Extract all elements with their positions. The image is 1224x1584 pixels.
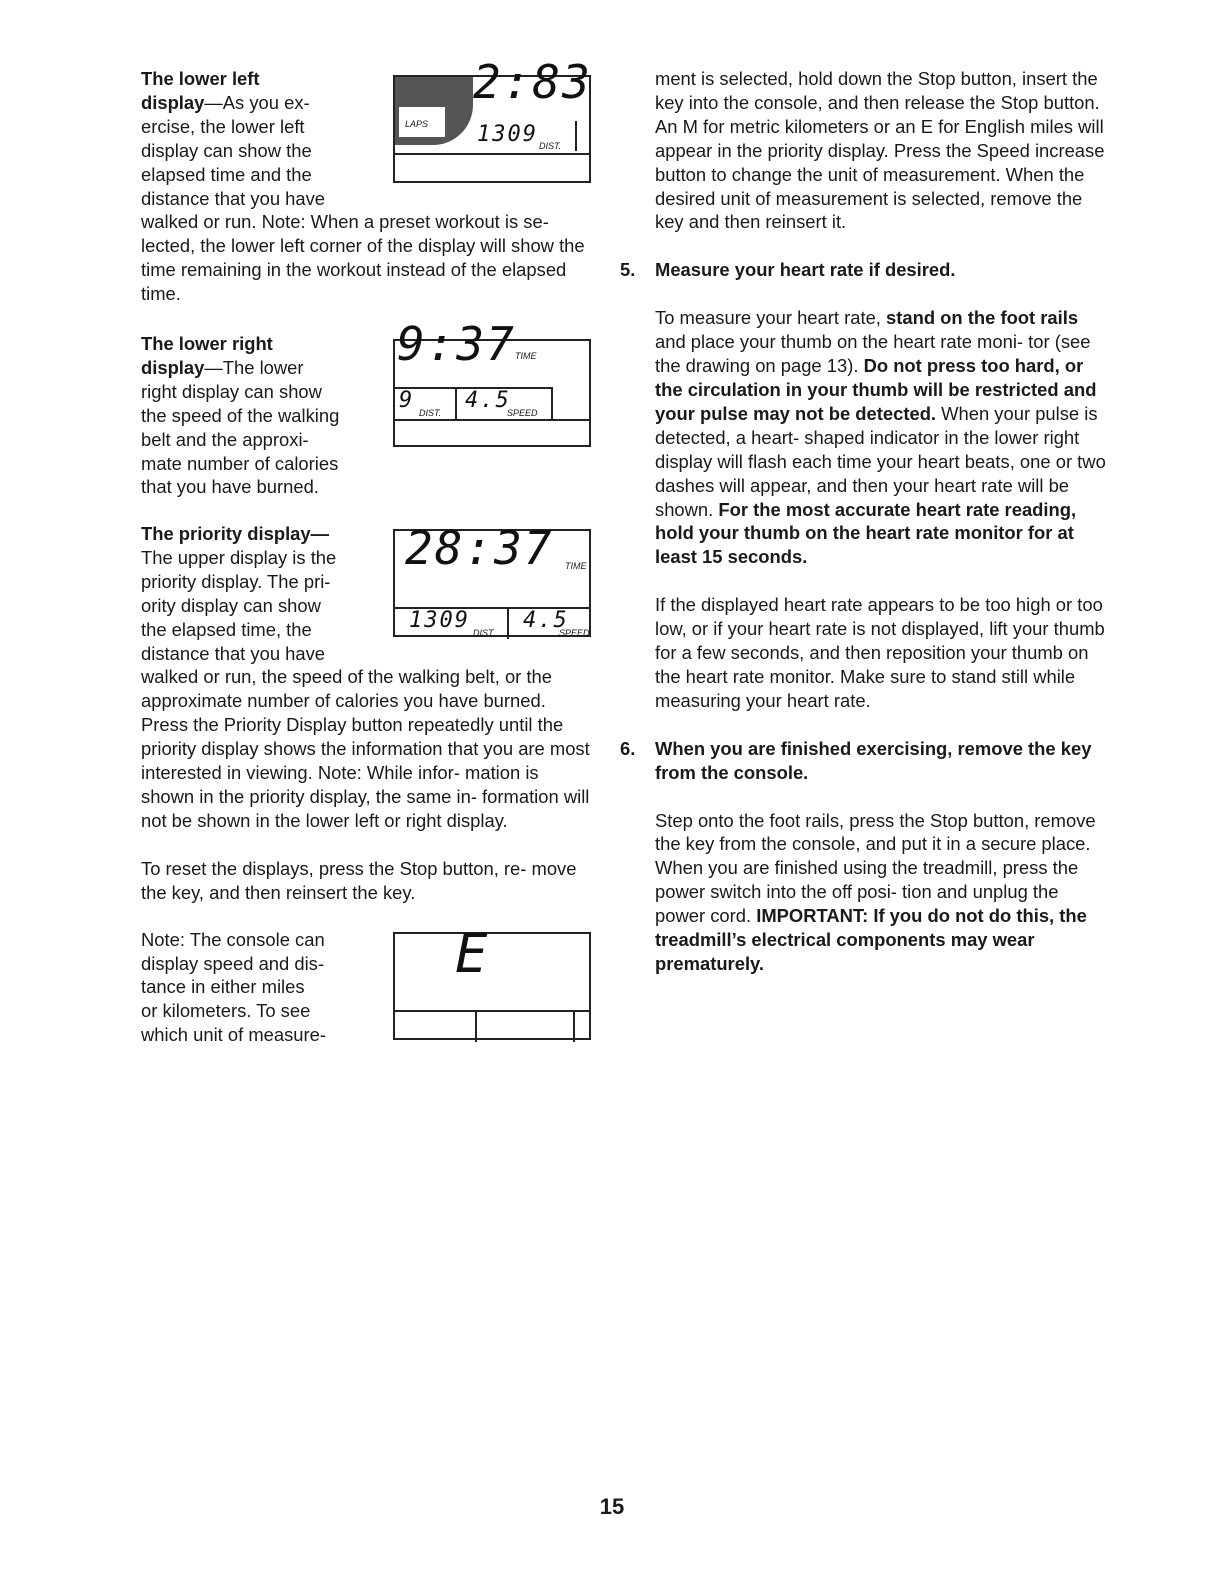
lcd-dist-digits: 9 bbox=[399, 388, 415, 413]
note-line-2: display speed and dis- bbox=[141, 952, 324, 974]
lcd-speed-digits: 4.5 bbox=[523, 608, 569, 633]
priority-rest: walked or run, the speed of the walking belt, or the approximate number of calories you have burned. Press the Priority Display button repeatedly until the priority display shows the information that you are most interested in viewing. Note: While infor- mation is shown in the priority display, the same in- formation will not be shown in the lower left or right display. bbox=[141, 666, 590, 831]
lower-right-line-4: belt and the approxi- bbox=[141, 428, 309, 450]
note-line-1: Note: The console can bbox=[141, 928, 325, 950]
dist-label: DIST. bbox=[419, 408, 442, 418]
speed-label: SPEED bbox=[507, 408, 538, 418]
page-number: 15 bbox=[599, 1494, 625, 1519]
lcd-big-digits: 9:37 bbox=[397, 317, 516, 371]
lower-left-line-3: display can show the bbox=[141, 139, 312, 161]
lower-left-section bbox=[141, 55, 592, 307]
measure-unit-continued: ment is selected, hold down the Stop button, insert the key into the console, and then release the Stop button. An M for metric kilometers or an E for English miles will appear in the priority display. Press the Speed increase button to change the unit of measurement. When the desired unit of measurement is selected, remove the key and then reinsert it. bbox=[655, 68, 1105, 233]
lower-right-line-2: right display can show bbox=[141, 380, 322, 402]
lower-left-rest: walked or run. Note: When a preset workout is se- lected, the lower left corner of the display will show the time remaining in the workout instead of the elapsed time. bbox=[141, 211, 585, 305]
reset-paragraph: To reset the displays, press the Stop button, re- move the key, and then reinsert the key. bbox=[141, 857, 577, 903]
lcd-small-digits: 1309 bbox=[477, 122, 538, 147]
dist-label: DIST. bbox=[473, 628, 496, 638]
right-column bbox=[620, 67, 1110, 976]
step-5-heading: 5. Measure your heart rate if desired. bbox=[620, 259, 956, 281]
note-line-4: or kilometers. To see bbox=[141, 1000, 311, 1022]
note-line-5: which unit of measure- bbox=[141, 1024, 327, 1046]
step-6-heading: 6. When you are finished exercising, remove the key from the console. bbox=[620, 737, 1092, 783]
unit-lcd-figure bbox=[393, 921, 591, 1040]
lcd-big-digits: 2:83 bbox=[473, 55, 592, 109]
time-label: TIME bbox=[565, 561, 587, 571]
lcd-big-digits: 28:37 bbox=[405, 521, 554, 575]
priority-line-5: distance that you have bbox=[141, 642, 326, 664]
priority-line-3: ority display can show bbox=[141, 594, 321, 616]
time-label: TIME bbox=[515, 351, 537, 361]
priority-lcd-figure bbox=[393, 521, 591, 638]
lower-right-line-3: the speed of the walking bbox=[141, 404, 340, 426]
laps-label: LAPS bbox=[405, 119, 429, 129]
dist-label: DIST. bbox=[539, 141, 562, 151]
speed-label: SPEED bbox=[559, 628, 590, 638]
lower-left-line-4: elapsed time and the bbox=[141, 163, 312, 185]
finish-paragraph: Step onto the foot rails, press the Stop button, remove the key from the console, and put it in a secure place. When you are finished using the treadmill, press the power switch into the off posi- tion and unplug the power cord. IMPORTANT: If you do not do this, the treadmill’s electrical components may wear prematurely. bbox=[655, 809, 1096, 974]
lower-left-heading: The lower left bbox=[141, 68, 260, 89]
lower-left-line-5: distance that you have bbox=[141, 187, 326, 209]
lower-left-line-2: ercise, the lower left bbox=[141, 115, 305, 137]
lower-right-line-5: mate number of calories bbox=[141, 452, 339, 474]
lcd-dist-digits: 1309 bbox=[409, 608, 470, 633]
priority-line-1: The upper display is the bbox=[141, 546, 337, 568]
lcd-speed-digits: 4.5 bbox=[465, 388, 511, 413]
lcd-unit-letter: E bbox=[455, 921, 490, 985]
lower-left-lcd-figure bbox=[393, 55, 592, 183]
lower-right-line-1: display—The lower bbox=[141, 356, 304, 378]
priority-line-4: the elapsed time, the bbox=[141, 618, 312, 640]
priority-section bbox=[141, 522, 591, 833]
lower-left-line-1: display—As you ex- bbox=[141, 91, 310, 113]
lower-right-lcd-figure bbox=[393, 317, 591, 447]
priority-line-2: priority display. The pri- bbox=[141, 570, 331, 592]
lower-right-line-6: that you have burned. bbox=[141, 476, 319, 498]
lower-right-section bbox=[141, 317, 591, 499]
note-line-3: tance in either miles bbox=[141, 976, 305, 998]
lower-right-heading: The lower right bbox=[141, 333, 273, 354]
note-section bbox=[141, 921, 591, 1048]
left-column bbox=[141, 55, 592, 1047]
heart-rate-paragraph: To measure your heart rate, stand on the foot rails and place your thumb on the heart rate moni- tor (see the drawing on page 13). Do not press too hard, or the circulation in your thumb will be restricted and your pulse may not be detected. When your pulse is detected, a heart- shaped indicator in the lower right display will flash each time your heart beats, one or two dashes will appear, and then your heart rate will be shown. For the most accurate heart rate reading, hold your thumb on the heart rate monitor for at least 15 seconds. bbox=[655, 307, 1106, 568]
priority-heading: The priority display— bbox=[141, 523, 330, 544]
heart-rate-tip-paragraph: If the displayed heart rate appears to be too high or too low, or if your heart rate is not displayed, lift your thumb for a few seconds, and then reposition your thumb on the heart rate monitor. Make sure to stand still while measuring your heart rate. bbox=[655, 594, 1105, 711]
